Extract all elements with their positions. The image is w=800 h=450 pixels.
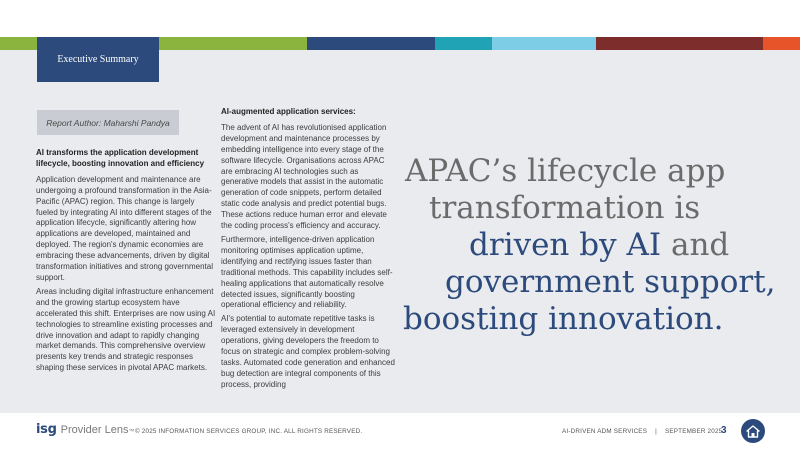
logo-isg: isg <box>36 422 57 437</box>
isg-provider-lens-logo[interactable] <box>36 422 134 437</box>
left-paragraph-2: Areas including digital infrastructure enhancement and the growing startup ecosystem have accelerated this shift. Enterprises are now using AI technologies to streamline existing processes and drive innovation and adapt to rapidly changing market demands. This comprehensive overview presents key trends and strategic responses shaping these services in pivotal APAC markets. <box>36 286 216 373</box>
quote-line-3-rest: and <box>661 227 730 263</box>
quote-line-4: government support, <box>445 264 776 300</box>
quote-line-2: transformation is <box>429 190 701 226</box>
author-label: Report Author: Maharshi Pandya <box>46 117 170 128</box>
left-heading: AI transforms the application development lifecycle, boosting innovation and efficiency <box>36 148 205 168</box>
middle-paragraph-2: Furthermore, intelligence-driven application monitoring optimises application uptime, identifying and rectifying issues faster than traditional methods. This capability includes self-healing applications that automatically resolve detected issues, significantly boosting operational efficiency and reliability. <box>221 234 393 310</box>
band-lightblue <box>492 37 596 50</box>
section-tab[interactable] <box>37 37 159 82</box>
band-maroon <box>596 37 763 50</box>
report-name: AI-DRIVEN ADM SERVICES <box>562 428 648 435</box>
logo-trademark: ™ <box>128 429 135 435</box>
section-tab-label: Executive Summary <box>57 54 139 65</box>
band-teal <box>435 37 492 50</box>
band-orange <box>763 37 800 50</box>
middle-paragraph-1: The advent of AI has revolutionised application development and maintenance processes by embedding intelligence into every stage of the software lifecycle. Organisations across APAC are embracing AI technologies such as generative models that assist in the automatic generation of code snippets, perform detailed static code analysis and predict potential bugs. These actions reduce human error and elevate the coding process's efficiency and accuracy. <box>221 122 387 231</box>
middle-paragraph-3: AI's potential to automate repetitive tasks is leveraged extensively in development operations, giving developers the freedom to focus on strategic and complex problem-solving tasks. Automated code generation and enhanced bug detection are integral components of this process, providing <box>221 314 395 389</box>
home-button[interactable] <box>741 419 765 443</box>
footer-meta <box>562 428 722 435</box>
left-paragraph-1: Application development and maintenance are undergoing a profound transformation in the Asia-Pacific (APAC) region. This change is largely fueled by integrating AI into different stages of the application lifecycle, significantly altering how applications are developed, maintained and deployed. The region's dynamic economies are embracing these advancements, driven by digital transformation initiatives and strong governmental support. <box>36 174 213 282</box>
left-column <box>36 148 216 377</box>
quote-line-1: APAC’s lifecycle app <box>405 153 726 189</box>
page-number: 3 <box>721 425 727 436</box>
home-icon <box>746 425 760 438</box>
band-navy <box>307 37 435 50</box>
pull-quote <box>403 153 783 338</box>
middle-column <box>221 107 395 394</box>
quote-line-3 <box>403 227 783 264</box>
report-date: SEPTEMBER 2025 <box>664 428 723 435</box>
quote-line-3-emphasis: driven by AI <box>469 227 662 263</box>
author-box <box>37 110 179 135</box>
quote-line-5: boosting innovation. <box>403 301 724 337</box>
middle-heading: AI-augmented application services: <box>221 107 356 116</box>
band-green-2 <box>159 37 307 50</box>
footer-separator: | <box>655 428 657 435</box>
copyright: © 2025 INFORMATION SERVICES GROUP, INC. ALL RIGHTS RESERVED. <box>135 428 363 435</box>
logo-provider-lens: Provider Lens <box>60 424 129 436</box>
